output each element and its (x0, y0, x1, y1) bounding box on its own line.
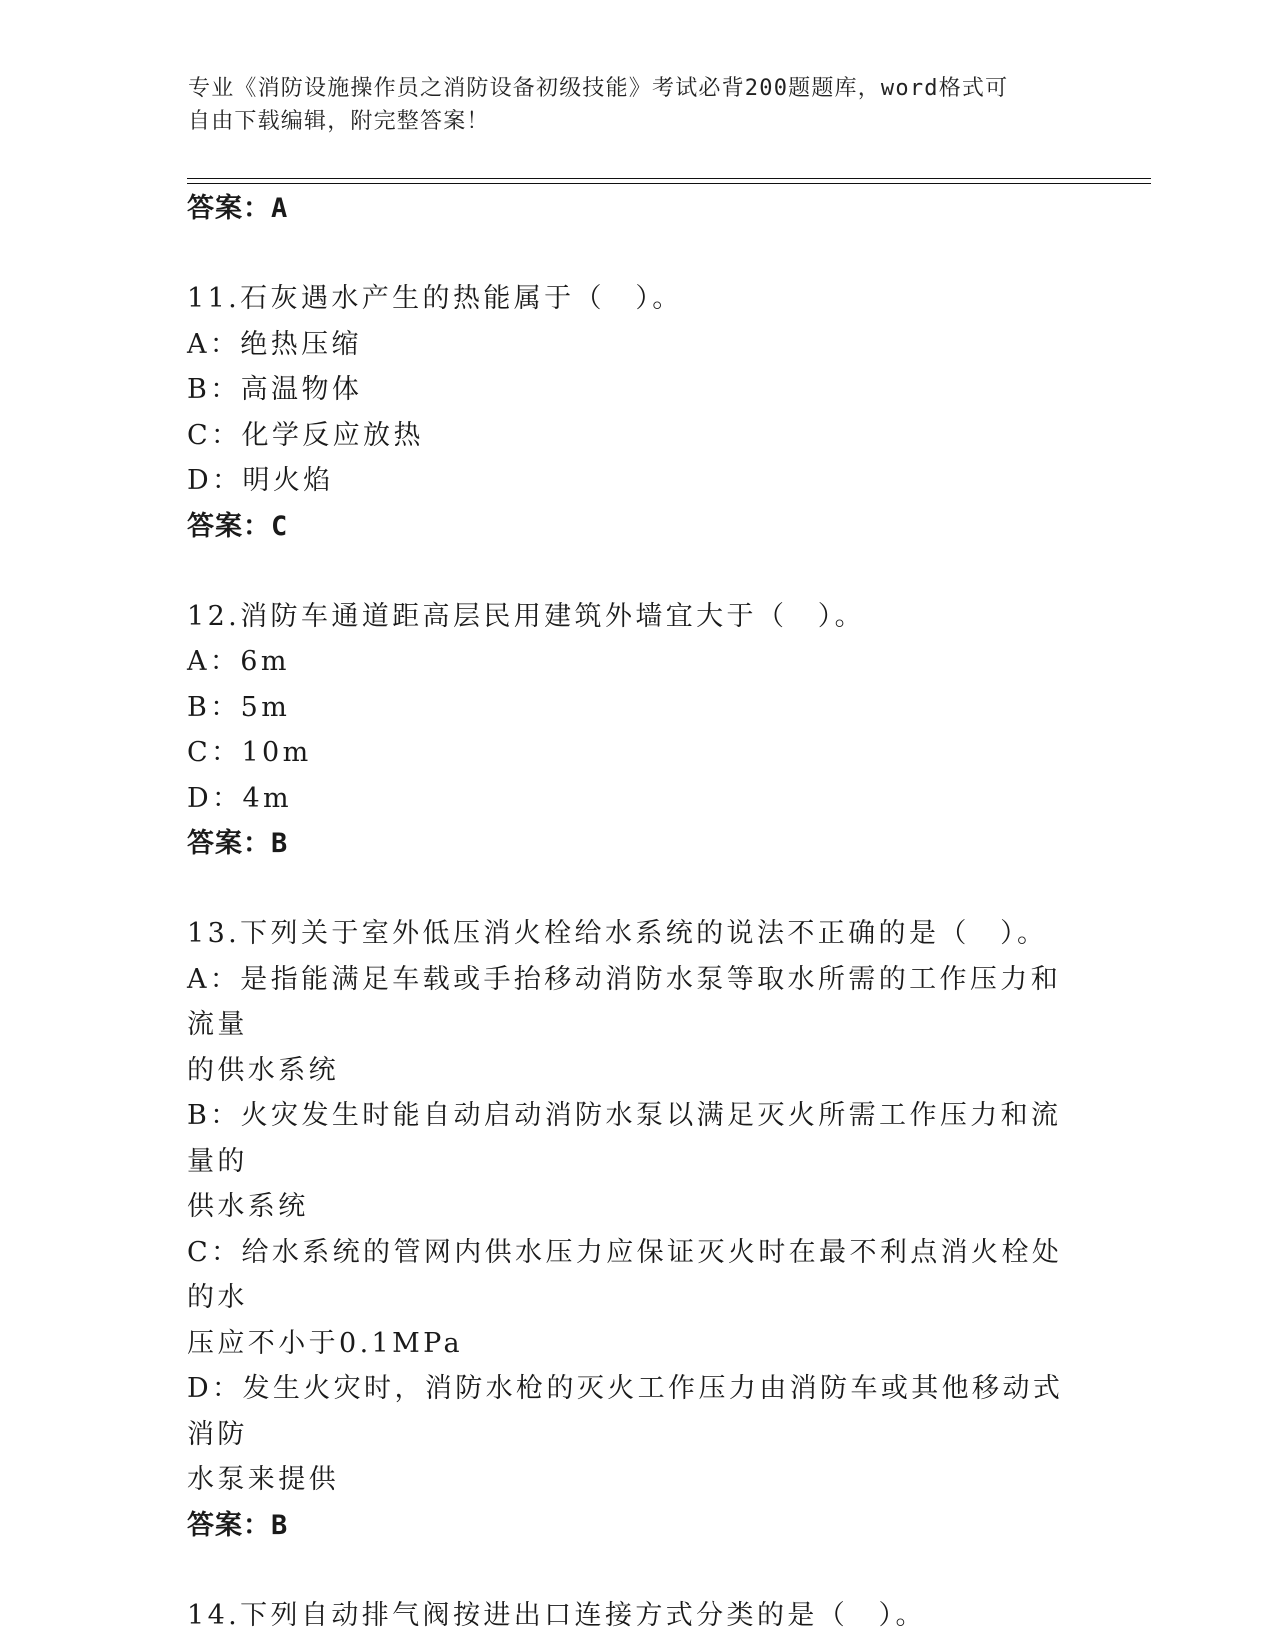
answer-line: 答案：B (187, 1509, 289, 1541)
spacer (187, 867, 1087, 911)
option-a: A：绝热压缩 (187, 328, 362, 360)
question-block (187, 276, 1087, 550)
question-block (187, 1593, 1087, 1639)
question-title: 12.消防车通道距高层民用建筑外墙宜大于（ ）。 (187, 600, 866, 632)
question-block (187, 594, 1087, 868)
question-title: 13.下列关于室外低压消火栓给水系统的说法不正确的是（ ）。 (187, 918, 1048, 949)
question-block (187, 911, 1087, 1549)
option-b-continued: 供水系统 (187, 1191, 309, 1222)
option-a: A：6m (187, 646, 290, 677)
spacer (187, 1549, 1087, 1593)
option-c: C：给水系统的管网内供水压力应保证灭火时在最不利点消火栓处的水 (187, 1236, 1063, 1313)
header-divider-bottom (187, 183, 1151, 184)
header-line-2: 自由下载编辑，附完整答案！ (188, 109, 490, 134)
option-a-continued: 的供水系统 (187, 1054, 339, 1086)
answer-line: 答案：B (187, 828, 289, 859)
spacer (187, 550, 1087, 594)
option-b: B：高温物体 (187, 374, 363, 405)
option-d: D：明火焰 (187, 465, 334, 496)
header-line-1: 专业《消防设施操作员之消防设备初级技能》考试必背200题题库，word格式可 (188, 76, 1009, 101)
option-c-continued: 压应不小于0.1MPa (187, 1327, 464, 1359)
option-d: D：发生火灾时，消防水枪的灭火工作压力由消防车或其他移动式消防 (187, 1373, 1064, 1450)
question-title: 14.下列自动排气阀按进出口连接方式分类的是（ ）。 (187, 1599, 926, 1631)
document-header (188, 72, 1078, 138)
option-c: C：化学反应放热 (187, 419, 424, 451)
answer-line: 答案：C (187, 510, 289, 542)
header-divider-top (187, 178, 1151, 179)
option-a: A：是指能满足车载或手抬移动消防水泵等取水所需的工作压力和流量 (187, 963, 1062, 1040)
option-c: C：10m (187, 737, 312, 768)
option-d: D：4m (187, 782, 293, 814)
question-list (187, 186, 1087, 1638)
question-title: 11.石灰遇水产生的热能属于（ ）。 (187, 283, 683, 314)
answer-line: 答案：A (187, 193, 289, 224)
option-b: B：火灾发生时能自动启动消防水泵以满足灭火所需工作压力和流量的 (187, 1100, 1062, 1177)
option-b: B：5m (187, 691, 291, 723)
option-d-continued: 水泵来提供 (187, 1464, 339, 1495)
spacer (187, 232, 1087, 276)
